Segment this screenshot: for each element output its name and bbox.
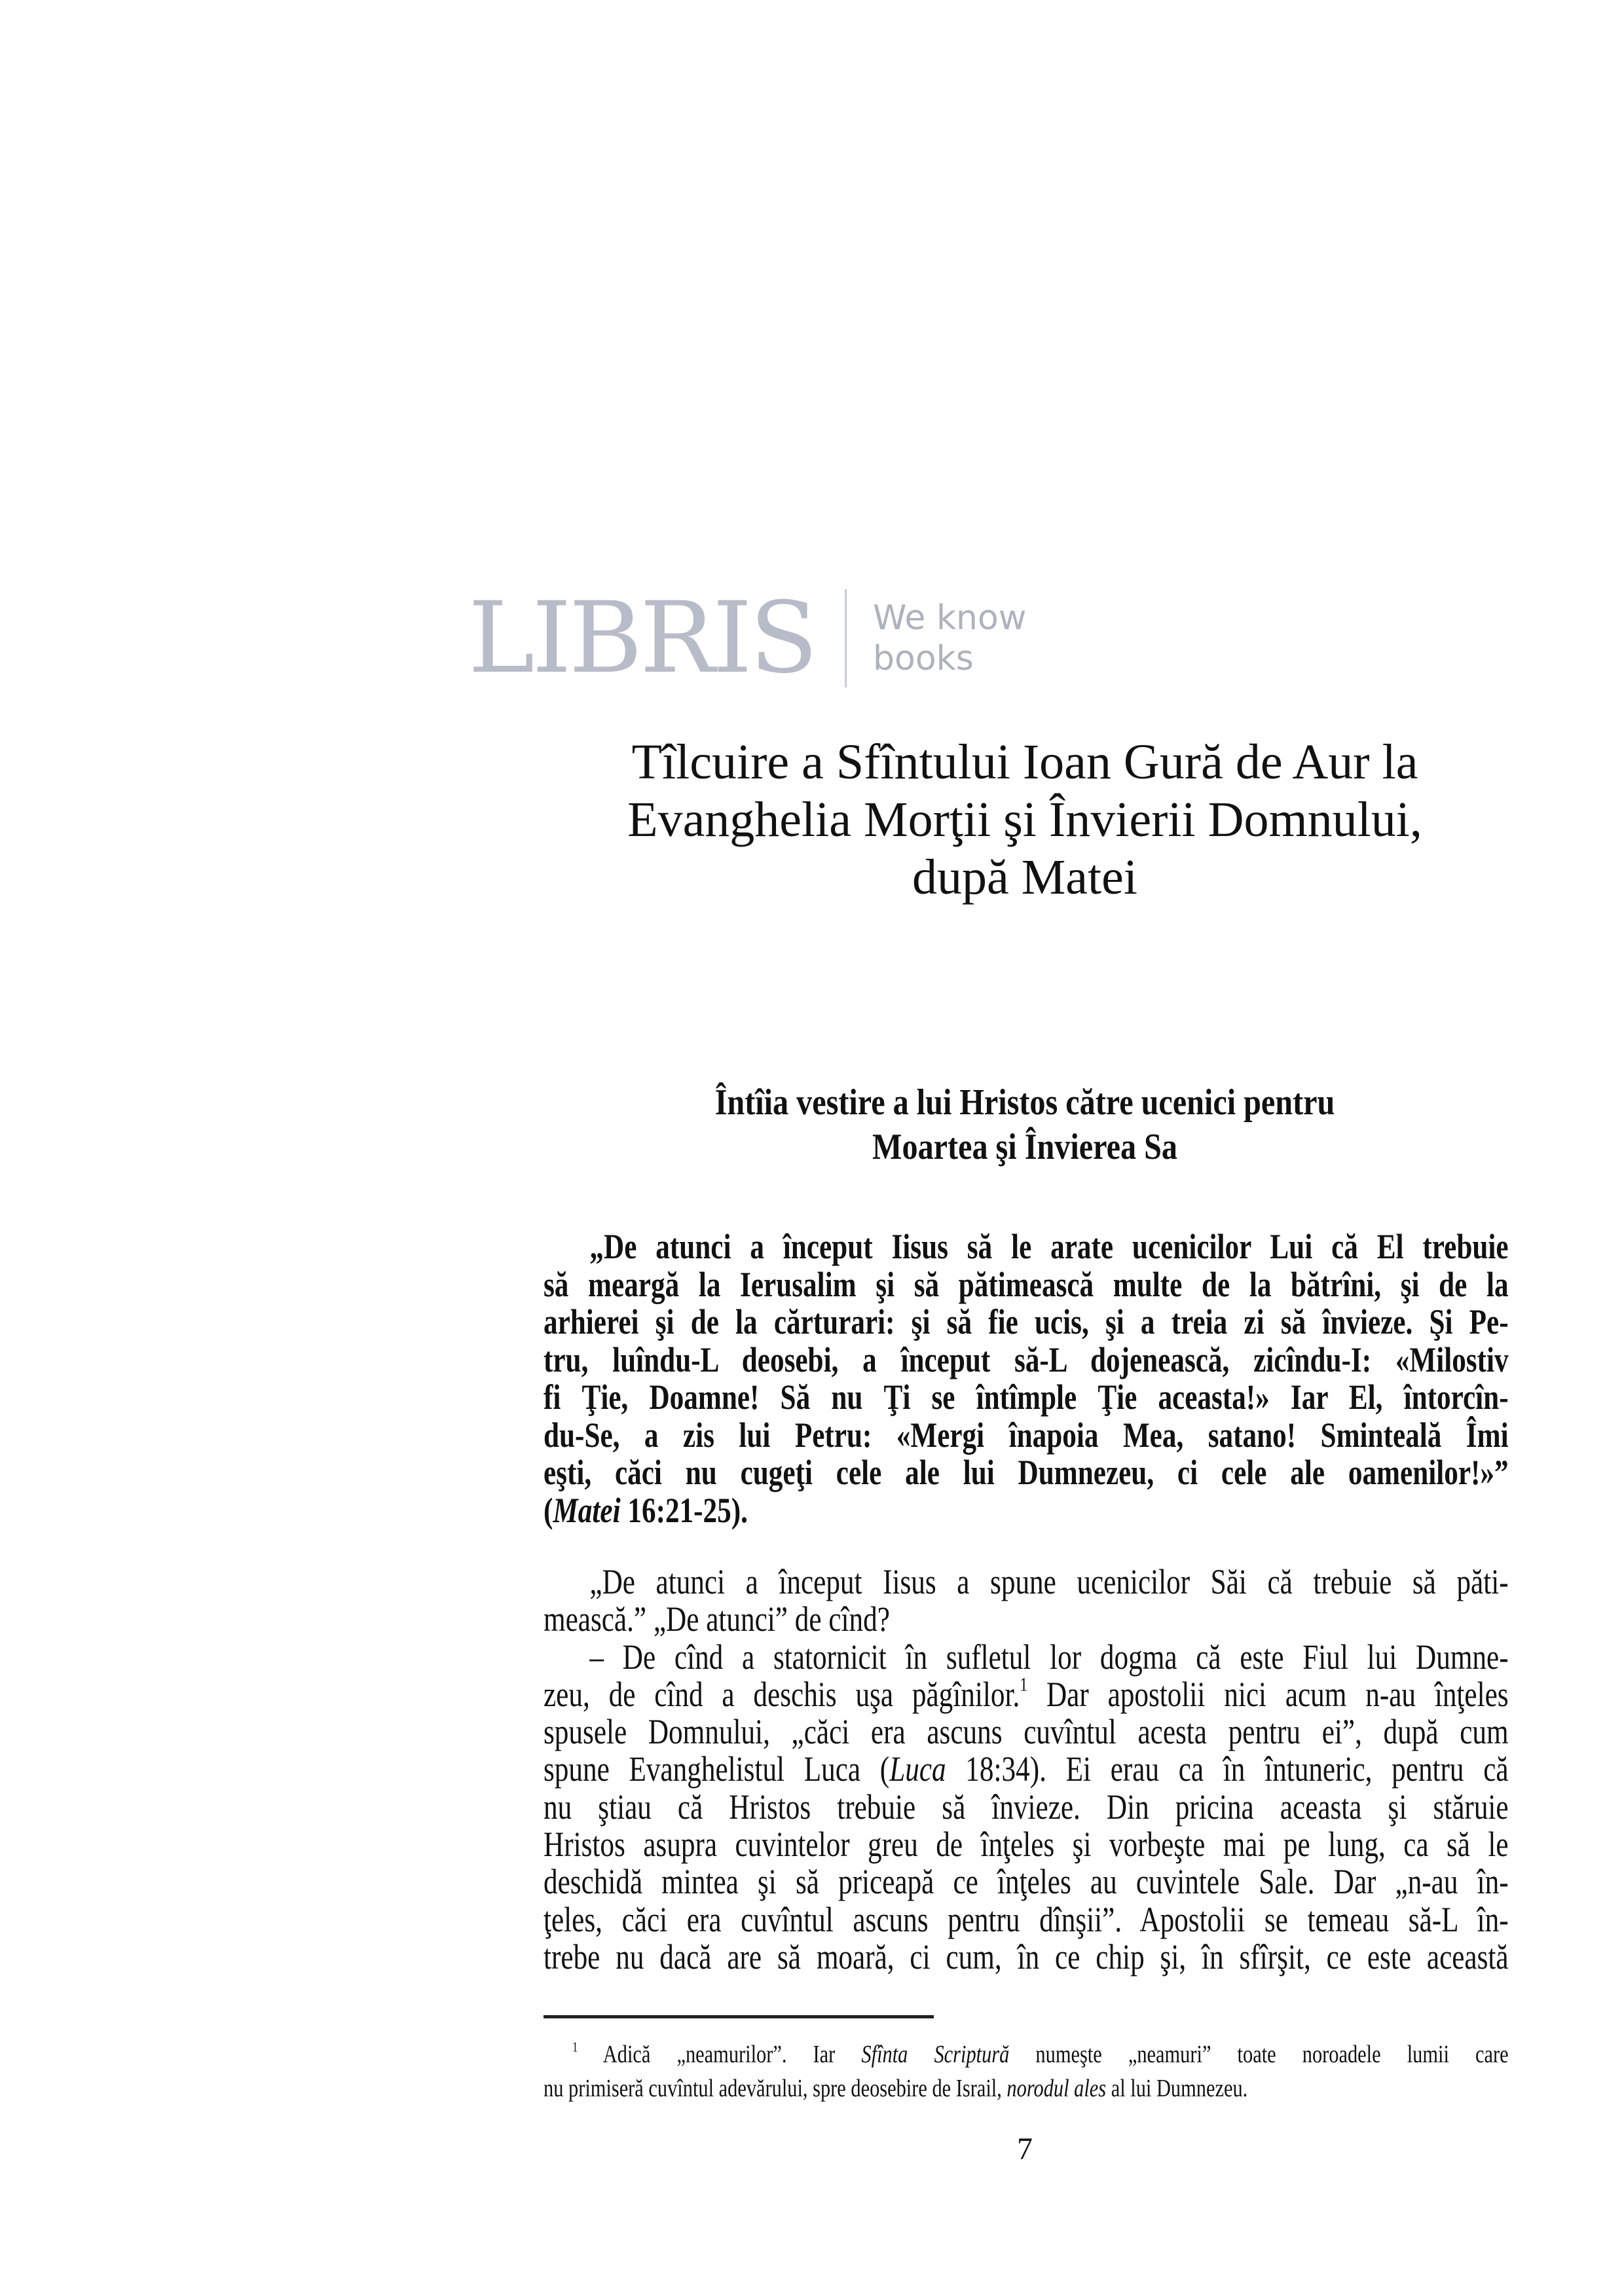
text-line bbox=[544, 2037, 1509, 2071]
text-line bbox=[544, 1939, 1509, 1976]
text-line bbox=[544, 1454, 1509, 1492]
text-line bbox=[544, 1751, 1509, 1788]
scripture-quote-paragraph bbox=[544, 1228, 1509, 1529]
text-span: fi Ţie, Doamne! Să nu Ţi se întîmple Ţie aceasta!» Iar El, întorcîn- bbox=[544, 1377, 1509, 1417]
heading-line: Moartea şi Învierea Sa bbox=[872, 1127, 1177, 1167]
title-line: Tîlcuire a Sfîntului Ioan Gură de Aur la bbox=[631, 735, 1418, 790]
text-line bbox=[544, 1379, 1509, 1417]
commentary-paragraph bbox=[544, 1563, 1509, 1976]
text-line bbox=[544, 1417, 1509, 1455]
footnote-separator bbox=[544, 2015, 934, 2018]
text-line bbox=[544, 1228, 1509, 1266]
italic-text: Luca bbox=[889, 1749, 946, 1789]
text-span: Dar apostolii nici acum n-au înţeles bbox=[1027, 1674, 1509, 1714]
text-span: mească.” „De atunci” de cînd? bbox=[544, 1599, 890, 1639]
text-span: Adică „neamurilor”. Iar bbox=[578, 2041, 862, 2068]
text-span: deschidă mintea şi să priceapă ce înţeles au cuvintele Sale. Dar „n-au în- bbox=[544, 1862, 1509, 1902]
text-line bbox=[544, 1863, 1509, 1901]
text-span: „De atunci a început Iisus să le arate ucenicilor Lui că El trebuie bbox=[589, 1227, 1509, 1266]
text-span: eşti, căci nu cugeţi cele ale lui Dumnezeu, ci cele ale oamenilor!»” bbox=[544, 1453, 1509, 1492]
logo-wordmark: LIBRIS bbox=[468, 581, 816, 695]
page-number: 7 bbox=[1017, 2132, 1033, 2166]
chapter-title bbox=[589, 733, 1460, 906]
text-span: spusele Domnului, „căci era ascuns cuvîntul acesta pentru ei”, după cum bbox=[544, 1712, 1509, 1752]
text-span: să meargă la Ierusalim şi să pătimească multe de la bătrîni, şi de la bbox=[544, 1264, 1509, 1304]
logo-divider bbox=[845, 589, 847, 687]
text-span: nu ştiau că Hristos trebuie să învieze. Din pricina aceasta şi stăruie bbox=[544, 1787, 1509, 1827]
title-line: Evanghelia Morţii şi Învierii Domnului, bbox=[627, 792, 1422, 847]
italic-text: norodul ales bbox=[1006, 2075, 1107, 2102]
text-span: „De atunci a început Iisus a spune ucenicilor Săi că trebuie să păti- bbox=[589, 1562, 1509, 1601]
text-line bbox=[544, 1789, 1509, 1826]
logo-tagline-line-2: books bbox=[873, 639, 974, 678]
text-line bbox=[544, 1563, 1509, 1601]
heading-line: Întîia vestire a lui Hristos către ucenici pentru bbox=[714, 1082, 1335, 1123]
text-line bbox=[544, 1303, 1509, 1341]
text-span: al lui Dumnezeu. bbox=[1106, 2075, 1248, 2102]
text-span: nu primiseră cuvîntul adevărului, spre deosebire de Israil, bbox=[544, 2075, 1007, 2102]
footnote bbox=[544, 2037, 1509, 2105]
text-line bbox=[544, 1341, 1509, 1379]
text-span: ţeles, căci era cuvîntul ascuns pentru dînşii”. Apostolii se temeau să-L în- bbox=[544, 1899, 1509, 1939]
footnote-marker: 1 bbox=[572, 2039, 578, 2055]
libris-watermark-logo bbox=[468, 581, 1027, 695]
footnote-marker: 1 bbox=[1020, 1674, 1028, 1696]
text-span: 18:34). Ei erau ca în întuneric, pentru că bbox=[946, 1749, 1509, 1789]
text-span: zeu, de cînd a deschis uşa păgînilor. bbox=[544, 1674, 1020, 1714]
text-span: Hristos asupra cuvintelor greu de înţeles şi vorbeşte mai pe lung, ca să le bbox=[544, 1825, 1509, 1865]
text-line bbox=[544, 1492, 1509, 1530]
text-line bbox=[544, 1826, 1509, 1863]
text-line bbox=[544, 1266, 1509, 1304]
text-span: 16:21-25). bbox=[620, 1490, 748, 1530]
italic-text: Sfînta Scriptură bbox=[861, 2041, 1010, 2068]
text-line bbox=[544, 1601, 1509, 1638]
text-span: numeşte „neamuri” toate noroadele lumii care bbox=[1009, 2041, 1509, 2068]
text-span: – De cînd a statornicit în sufletul lor dogma că este Fiul lui Dumne- bbox=[589, 1637, 1509, 1677]
text-span: trebe nu dacă are să moară, ci cum, în ce chip şi, în sfîrşit, ce este această bbox=[544, 1937, 1509, 1977]
text-span: ( bbox=[544, 1490, 553, 1530]
text-span: du-Se, a zis lui Petru: «Mergi înapoia Mea, satano! Sminteală Îmi bbox=[544, 1415, 1509, 1455]
title-line: după Matei bbox=[912, 850, 1137, 905]
text-line bbox=[544, 1676, 1509, 1713]
text-line bbox=[544, 2071, 1509, 2105]
section-heading bbox=[650, 1080, 1399, 1169]
text-span: arhierei şi de la cărturari: şi să fie ucis, şi a treia zi să învieze. Şi Pe- bbox=[544, 1302, 1509, 1341]
text-line bbox=[544, 1901, 1509, 1939]
italic-text: Matei bbox=[553, 1490, 621, 1530]
text-span: tru, luîndu-L deosebi, a început să-L dojenească, zicîndu-I: «Milostiv bbox=[544, 1339, 1509, 1379]
logo-tagline bbox=[873, 598, 1026, 679]
text-span: spune Evanghelistul Luca ( bbox=[544, 1749, 890, 1789]
logo-tagline-line-1: We know bbox=[873, 598, 1027, 638]
text-line bbox=[544, 1713, 1509, 1751]
text-line bbox=[544, 1639, 1509, 1676]
